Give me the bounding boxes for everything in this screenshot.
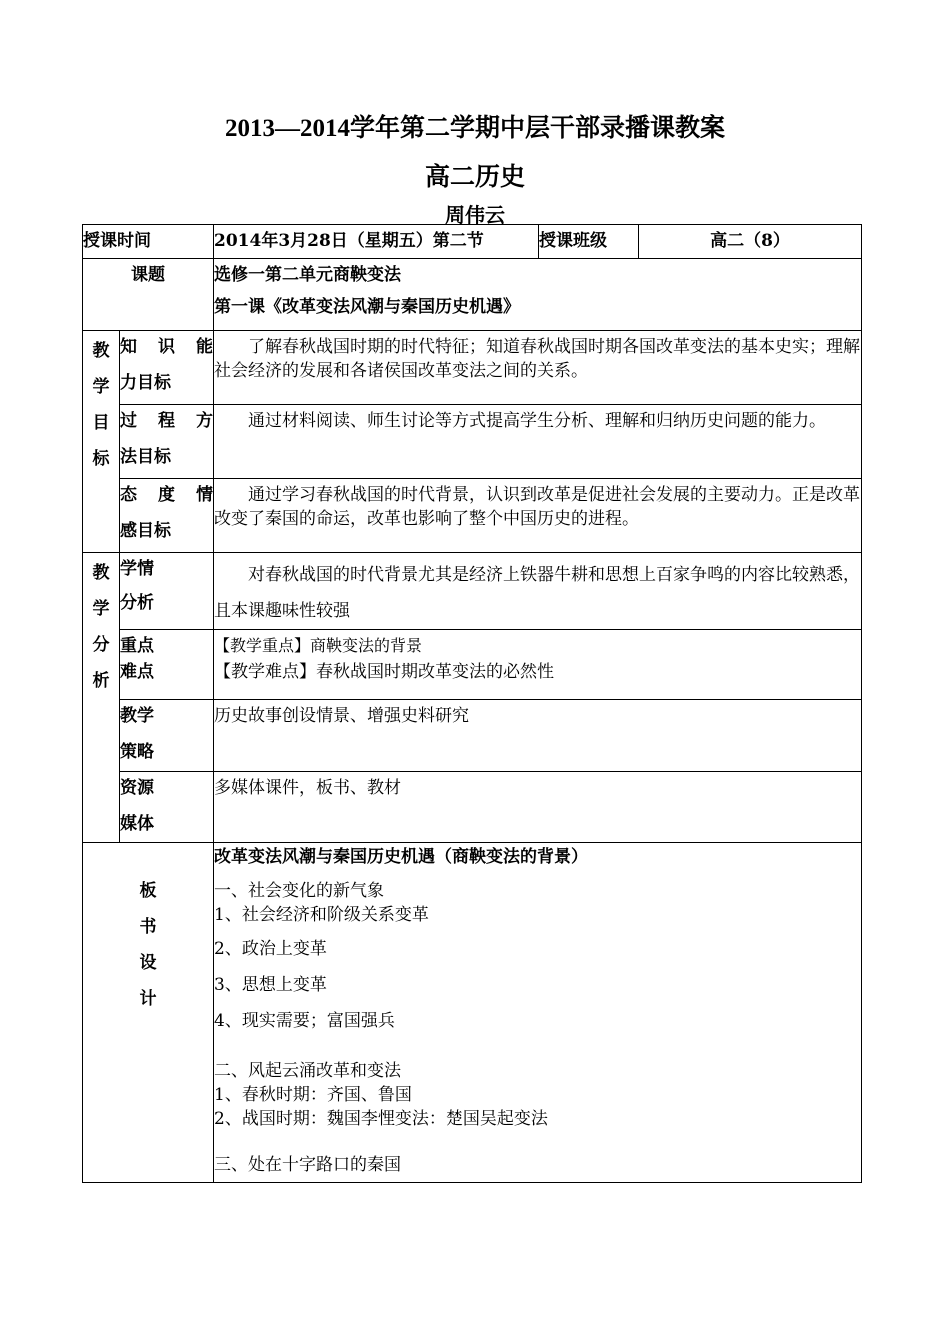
goals-char: 目 [92,413,110,433]
goal-row [83,479,862,553]
analysis-char: 分 [92,635,110,655]
goals-group-label [83,331,120,553]
goal-row [83,405,862,479]
analysis-label-line: 重点 [120,636,154,656]
analysis-row [83,700,862,772]
analysis-label-line: 媒体 [120,814,154,834]
board-section-3: 三、处在十字路口的秦国 [214,1155,401,1175]
board-item: 1、春秋时期：齐国、鲁国 [214,1085,412,1105]
analysis-content: 历史故事创设情景、增强史料研究 [214,700,862,772]
class-label: 授课班级 [539,225,639,259]
goal-label-line: 知 识 能 [120,337,213,357]
goal-label-line: 力目标 [120,373,171,393]
info-row [83,225,862,259]
goal-label-line: 态 度 情 [120,485,213,505]
analysis-label-line: 分析 [120,593,154,613]
goal-content: 通过学习春秋战国的时代背景，认识到改革是促进社会发展的主要动力。正是改革改变了秦国的命运，改革也影响了整个中国历史的进程。 [214,479,862,553]
teacher-name: 周伟云 [445,203,505,227]
board-row [83,843,862,1183]
analysis-group-label [83,553,120,843]
analysis-row [83,630,862,700]
lesson-plan-table [82,224,862,1183]
board-char: 设 [139,953,157,973]
analysis-label [120,553,214,630]
class-value: 高二（8） [639,225,862,259]
goal-label-line: 感目标 [120,521,171,541]
board-item: 3、思想上变革 [214,975,327,995]
goal-label [120,405,214,479]
goals-char: 学 [92,377,110,397]
document-title: 2013—2014学年第二学期中层干部录播课教案 [224,115,725,142]
board-section-2: 二、风起云涌改革和变法 [214,1061,401,1081]
analysis-label [120,700,214,772]
board-section-1: 一、社会变化的新气象 [214,881,384,901]
analysis-label-line: 难点 [120,662,154,682]
goal-label [120,331,214,405]
board-item: 4、现实需要；富国强兵 [214,1011,395,1031]
time-value: 2014年3月28日（星期五）第二节 [214,225,539,259]
goal-row [83,331,862,405]
analysis-content [214,630,862,700]
subject-heading: 高二历史 [424,162,525,191]
topic-content [214,259,862,331]
topic-row [83,259,862,331]
topic-line-2: 第一课《改革变法风潮与秦国历史机遇》 [214,297,520,317]
board-label [83,843,214,1183]
analysis-label-line: 教学 [120,706,154,726]
topic-label: 课题 [83,259,214,331]
analysis-char: 学 [92,599,110,619]
goal-label-line: 法目标 [120,447,171,467]
goals-char: 教 [92,341,110,361]
analysis-row [83,553,862,630]
goal-content: 通过材料阅读、师生讨论等方式提高学生分析、理解和归纳历史问题的能力。 [214,405,862,479]
analysis-label-line: 策略 [120,742,154,762]
board-item: 1、社会经济和阶级关系变革 [214,905,429,925]
board-char: 书 [139,917,157,937]
analysis-char: 析 [92,671,110,691]
board-char: 计 [139,989,157,1009]
analysis-label-line: 资源 [120,778,154,798]
goal-content: 了解春秋战国时期的时代特征；知道春秋战国时期各国改革变法的基本史实；理解社会经济的发展和各诸侯国改革变法之间的关系。 [214,331,862,405]
analysis-label-line: 学情 [120,559,154,579]
board-item: 2、政治上变革 [214,939,327,959]
analysis-content: 多媒体课件，板书、教材 [214,772,862,843]
analysis-char: 教 [92,563,110,583]
analysis-label [120,772,214,843]
analysis-row [83,772,862,843]
analysis-content: 对春秋战国的时代背景尤其是经济上铁器牛耕和思想上百家争鸣的内容比较熟悉，且本课趣味性较强 [214,553,862,630]
board-char: 板 [139,881,157,901]
goals-char: 标 [92,449,110,469]
board-item: 2、战国时期：魏国李悝变法：楚国吴起变法 [214,1109,548,1129]
board-title: 改革变法风潮与秦国历史机遇（商鞅变法的背景） [214,847,588,867]
key-point-line: 【教学重点】商鞅变法的背景 [214,636,423,655]
goal-label [120,479,214,553]
difficulty-line: 【教学难点】春秋战国时期改革变法的必然性 [214,662,554,682]
goal-label-line: 过 程 方 [120,411,213,431]
analysis-label [120,630,214,700]
topic-line-1: 选修一第二单元商鞅变法 [214,265,401,285]
board-content [214,843,862,1183]
time-label: 授课时间 [83,225,214,259]
